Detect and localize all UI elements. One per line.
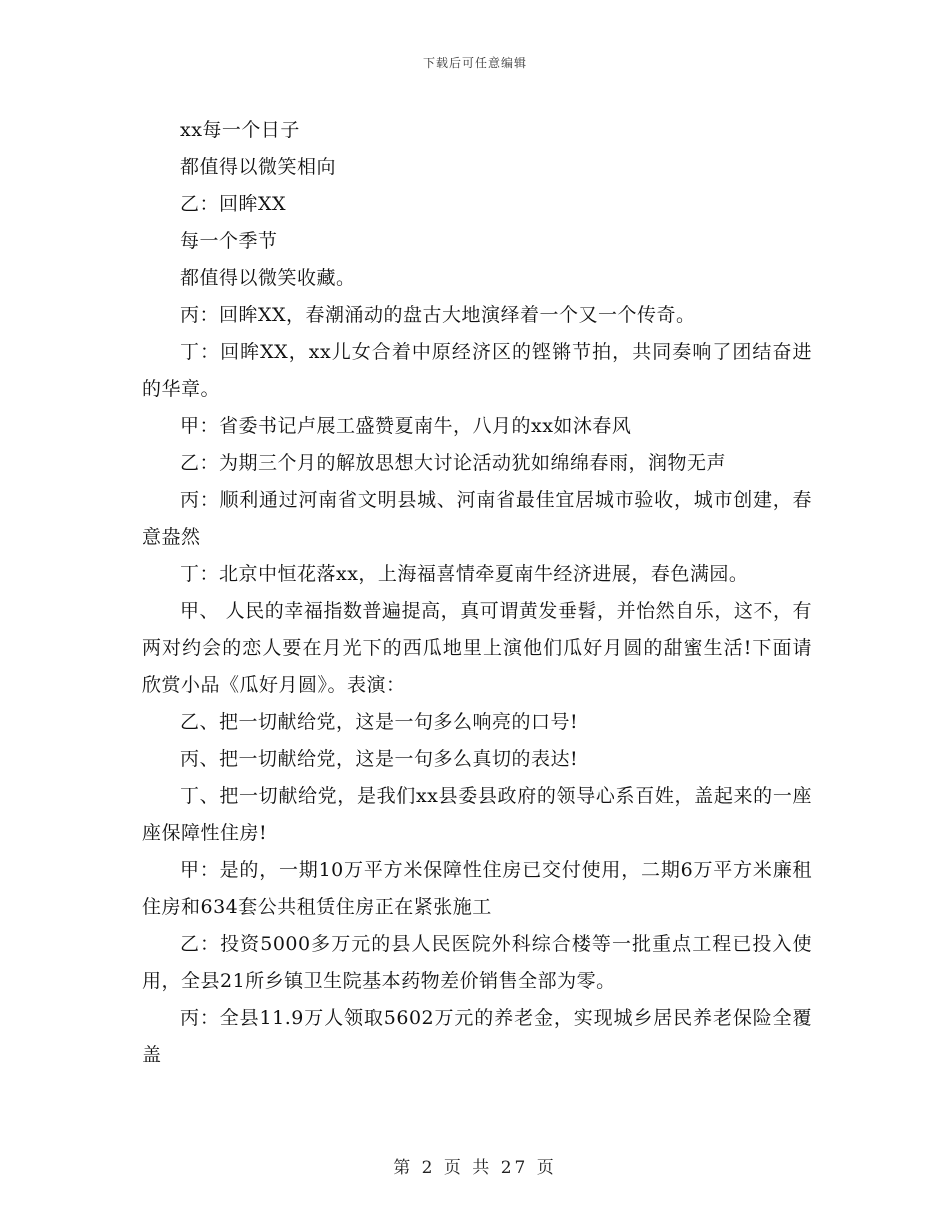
- paragraph: 丁：北京中恒花落xx，上海福喜情牵夏南牛经济进展，春色满园。: [180, 563, 749, 585]
- paragraph: 都值得以微笑相向: [180, 156, 337, 178]
- paragraph: 乙、把一切献给党，这是一句多么响亮的口号!: [180, 711, 579, 733]
- paragraph: 甲：是的，一期10万平方米保障性住房已交付使用，二期6万平方米廉租住房和634套公共租赁住房正在紧张施工: [142, 859, 812, 918]
- paragraph: 乙：投资5000多万元的县人民医院外科综合楼等一批重点工程已投入使用，全县21所乡镇卫生院基本药物差价销售全部为零。: [142, 933, 812, 992]
- paragraph: 丙：顺利通过河南省文明县城、河南省最佳宜居城市验收，城市创建，春意盎然: [142, 489, 812, 548]
- page-header-note: 下载后可任意编辑: [422, 56, 527, 70]
- paragraph: 丙：回眸XX，春潮涌动的盘古大地演绎着一个又一个传奇。: [180, 304, 696, 326]
- paragraph: 丁：回眸XX，xx儿女合着中原经济区的铿锵节拍，共同奏响了团结奋进的华章。: [142, 341, 812, 400]
- paragraph: 每一个季节: [180, 230, 278, 252]
- paragraph: 甲、 人民的幸福指数普遍提高，真可谓黄发垂髫，并怡然自乐，这不，有两对约会的恋人要在月光下的西瓜地里上演他们瓜好月圆的甜蜜生活!下面请欣赏小品《瓜好月圆》。表演：: [142, 600, 812, 696]
- paragraph: 乙：为期三个月的解放思想大讨论活动犹如绵绵春雨，润物无声: [180, 452, 727, 474]
- paragraph: xx每一个日子: [180, 119, 300, 141]
- paragraph: 乙：回眸XX: [180, 193, 287, 215]
- document-body: [142, 112, 812, 1074]
- paragraph: 都值得以微笑收藏。: [180, 267, 356, 289]
- paragraph: 丙：全县11.9万人领取5602万元的养老金，实现城乡居民养老保险全覆盖: [142, 1007, 812, 1066]
- paragraph: 甲：省委书记卢展工盛赞夏南牛，八月的xx如沐春风: [180, 415, 632, 437]
- page-number-footer: 第 2 页 共 27 页: [393, 1158, 557, 1178]
- paragraph: 丙、把一切献给党，这是一句多么真切的表达!: [180, 748, 579, 770]
- paragraph: 丁、把一切献给党，是我们xx县委县政府的领导心系百姓，盖起来的一座座保障性住房!: [142, 785, 812, 844]
